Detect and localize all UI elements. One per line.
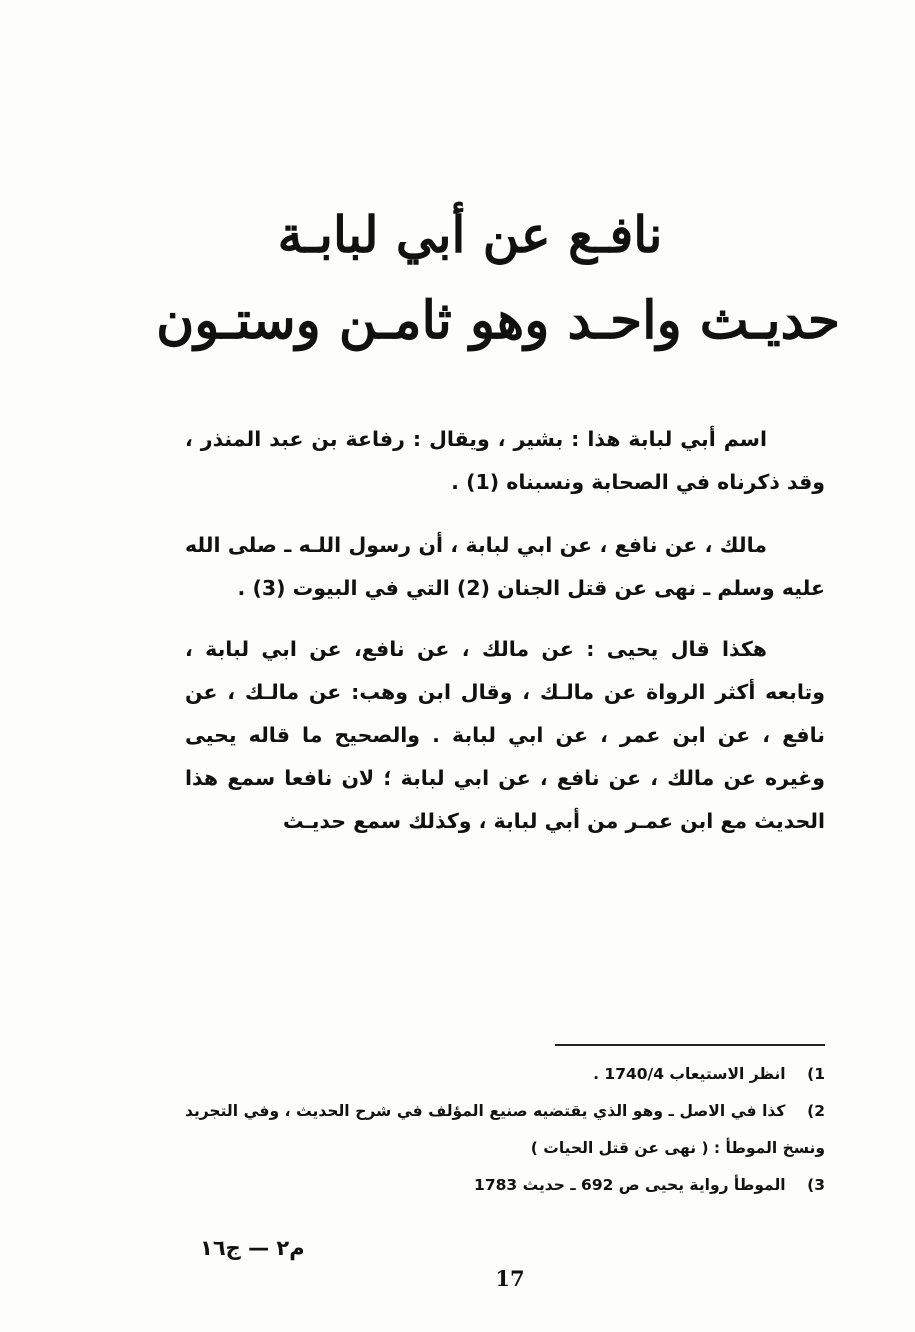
footnote-number: 1) [807, 1065, 825, 1083]
footnote-text: الموطأ رواية يحيى ص 692 ـ حديث 1783 [474, 1176, 786, 1194]
footnote-text: انظر الاستيعاب 1740/4 . [593, 1065, 786, 1083]
footnote-number: 2) [807, 1102, 825, 1120]
footnote-divider [555, 1044, 825, 1046]
chapter-subtitle: حديـث واحـد وهو ثامـن وستـون [156, 290, 840, 351]
footnote-text: كذا في الاصل ـ وهو الذي يقتضيه صنيع المؤلف في شرح الحديث ، وفي التجريد ونسخ الموطأ : ( نهى عن قتل الحيات ) [185, 1102, 825, 1157]
page-number: 17 [495, 1266, 525, 1291]
chapter-title: نافـع عن أبي لبابـة [277, 205, 663, 264]
footnote-number: 3) [807, 1176, 825, 1194]
paragraph-1: اسم أبي لبابة هذا : بشير ، ويقال : رفاعة بن عبد المنذر ، وقد ذكرناه في الصحابة ونسبناه (1) . [185, 427, 825, 494]
footnotes [185, 1056, 825, 1204]
footnote-3 [185, 1167, 825, 1204]
signature-mark: م٢ — ج١٦ [200, 1236, 305, 1260]
paragraph-2: مالك ، عن نافع ، عن ابي لبابة ، أن رسول اللـه ـ صلى الله عليه وسلم ـ نهى عن قتل الجنان (2) التي في البيوت (3) . [185, 533, 825, 600]
paragraph-3: هكذا قال يحيى : عن مالك ، عن نافع، عن ابي لبابة ، وتابعه أكثر الرواة عن مالـك ، وقال ابن وهب: عن مالـك ، عن نافع ، عن ابن عمر ، عن ابي لبابة . والصحيح ما قاله يحيى وغيره عن مالك ، عن نافع ، عن ابي لبابة ؛ لان نافعا سمع هذا الحديث مع ابن عمـر من أبي لبابة ، وكذلك سمع حديـث [185, 637, 825, 833]
footnote-1 [185, 1056, 825, 1093]
footnote-2 [185, 1093, 825, 1167]
